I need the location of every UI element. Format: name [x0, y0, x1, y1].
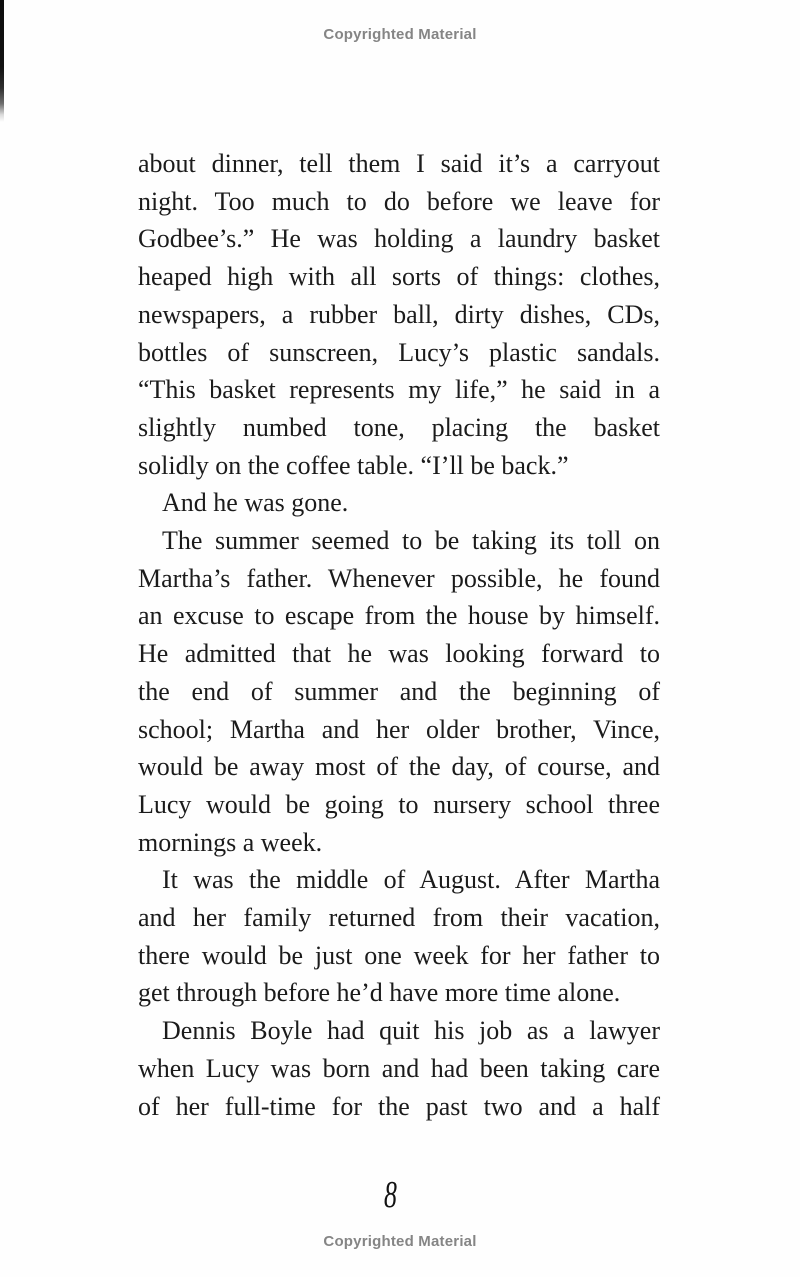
- text-line: get through before he’d have more time alone.: [138, 978, 621, 1008]
- text-line: about dinner, tell them I said it’s a carryout: [138, 149, 660, 178]
- copyright-notice-top: Copyrighted Material: [323, 26, 477, 43]
- text-line: The summer seemed to be taking its toll on: [162, 526, 660, 556]
- text-line: “This basket represents my life,” he said in a: [138, 375, 660, 405]
- text-line: there would be just one week for her father to: [138, 940, 660, 970]
- text-line: mornings a week.: [138, 827, 323, 857]
- page-number-digit: 8: [383, 1174, 397, 1216]
- copyright-notice-bottom: Copyrighted Material: [323, 1233, 477, 1250]
- text-line: It was the middle of August. After Martha: [162, 865, 660, 895]
- text-line: He admitted that he was looking forward to: [138, 639, 660, 669]
- text-line: Dennis Boyle had quit his job as a lawyer: [162, 1016, 660, 1046]
- page-number: [138, 1176, 642, 1214]
- text-line: Lucy would be going to nursery school three: [138, 789, 660, 819]
- text-line: of her full-time for the past two and a half: [138, 1091, 660, 1121]
- text-line: would be away most of the day, of course, and: [138, 752, 660, 782]
- text-line: and her family returned from their vacation,: [138, 903, 660, 933]
- body-text: [138, 145, 660, 1125]
- text-line: And he was gone.: [162, 488, 349, 518]
- page-gutter-shadow: [0, 0, 4, 122]
- text-line: slightly numbed tone, placing the basket: [138, 412, 660, 442]
- text-line: Martha’s father. Whenever possible, he found: [138, 563, 660, 593]
- text-line: the end of summer and the beginning of: [138, 676, 660, 706]
- text-line: when Lucy was born and had been taking care: [138, 1053, 660, 1083]
- text-line: newspapers, a rubber ball, dirty dishes, CDs,: [138, 299, 660, 329]
- text-line: an excuse to escape from the house by himself.: [138, 601, 660, 631]
- text-line: solidly on the coffee table. “I’ll be back.”: [138, 450, 569, 480]
- text-line: night. Too much to do before we leave for: [138, 186, 660, 216]
- text-line: bottles of sunscreen, Lucy’s plastic sandals.: [138, 337, 660, 367]
- text-line: heaped high with all sorts of things: clothes,: [138, 262, 660, 292]
- text-line: Godbee’s.” He was holding a laundry basket: [138, 224, 660, 254]
- text-line: school; Martha and her older brother, Vince,: [138, 714, 660, 744]
